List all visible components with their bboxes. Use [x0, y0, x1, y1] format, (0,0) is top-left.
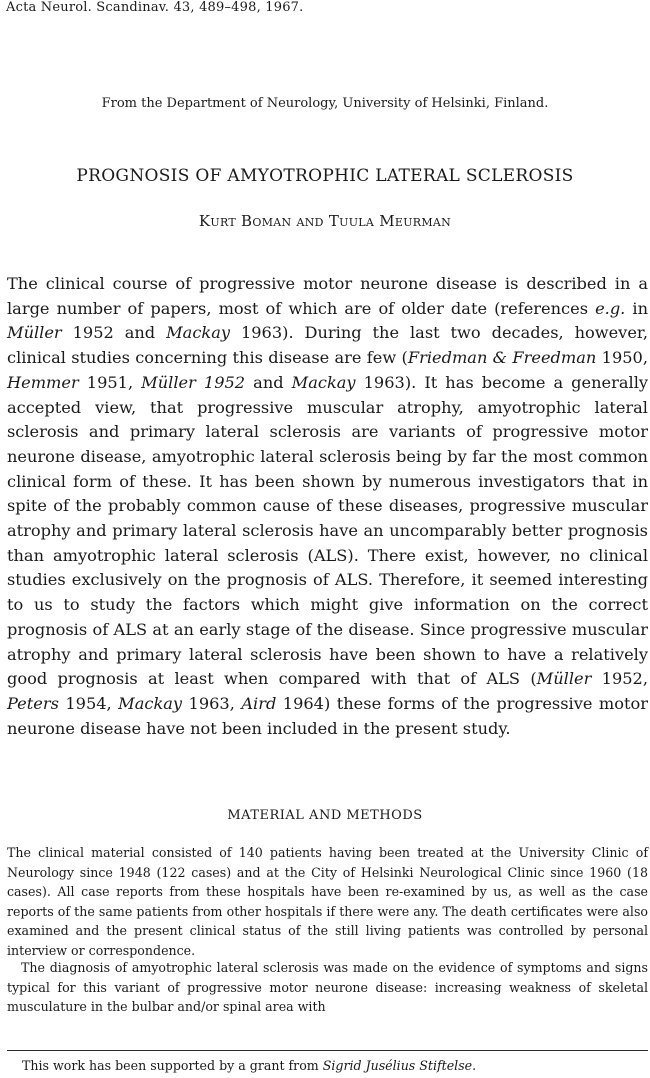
department-affiliation: From the Department of Neurology, University of Helsinki, Finland. [101, 96, 549, 111]
methods-paragraph-1: The clinical material consisted of 140 patients having been treated at the University Clinic of Neurology since 1948 (122 cases) and at the City of Helsinki Neurological Clinic since 1960 (18 cases). All case reports from these hospitals have been re-examined by us, as well as the case reports of the same patients from other hospitals if there were any. The death certificates were also examined and the present clinical status of the still living patients was controlled by personal interview or correspondence. [7, 845, 648, 958]
section-heading-methods: MATERIAL AND METHODS [227, 808, 423, 823]
methods-paragraph-2: The diagnosis of amyotrophic lateral sclerosis was made on the evidence of symptoms and signs typical for this variant of progressive motor neurone disease: increasing weakness of skeletal musculature in the bulbar and/or spinal area with [7, 960, 648, 1014]
article-title: PROGNOSIS OF AMYOTROPHIC LATERAL SCLEROSIS [76, 166, 574, 186]
introduction-paragraph: The clinical course of progressive motor neurone disease is described in a large number of papers, most of which are of older date (references e.g. in Müller 1952 and Mackay 1963). During the last two decades, however, clinical studies concerning this disease are few (Friedman & Freedman 1950, Hemmer 1951, Müller 1952 and Mackay 1963). It has become a generally accepted view, that progressive muscular atrophy, amyotrophic lateral sclerosis and primary lateral sclerosis are variants of progressive motor neurone disease, amyotrophic lateral sclerosis being by far the most common clinical form of these. It has been shown by numerous investigators that in spite of the probably common cause of these diseases, progressive muscular atrophy and primary lateral sclerosis have an uncomparably better prognosis than amyotrophic lateral sclerosis (ALS). There exist, however, no clinical studies exclusively on the prognosis of ALS. Therefore, it seemed interesting to us to study the factors which might give information on the correct prognosis of ALS at an early stage of the disease. Since progressive muscular atrophy and primary lateral sclerosis have been shown to have a relatively good prognosis at least when compared with that of ALS (Müller 1952, Peters 1954, Mackay 1963, Aird 1964) these forms of the progressive motor neurone disease have not been included in the present study. [7, 274, 649, 738]
citation-author: Müller [7, 323, 62, 343]
citation-author: Müller 1952 [141, 372, 246, 392]
footnote-divider [7, 1050, 648, 1051]
footnote: This work has been supported by a grant from Sigrid Jusélius Stiftelse. [22, 1058, 477, 1073]
citation-author: Müller [536, 669, 592, 689]
citation-author: Friedman & Freedman [407, 348, 597, 368]
citation-eg: e.g. [595, 298, 626, 318]
citation-author: Peters [7, 693, 59, 713]
citation-author: Mackay [291, 372, 356, 392]
footnote-grantor: Sigrid Jusélius Stiftelse. [322, 1058, 477, 1073]
journal-reference: Acta Neurol. Scandinav. 43, 489–498, 1967. [6, 0, 304, 15]
citation-author: Mackay [166, 323, 231, 343]
citation-author: Mackay [118, 693, 183, 713]
citation-author: Hemmer [7, 372, 79, 392]
article-authors: Kurt Boman and Tuula Meurman [198, 212, 452, 230]
citation-author: Aird [241, 693, 277, 713]
